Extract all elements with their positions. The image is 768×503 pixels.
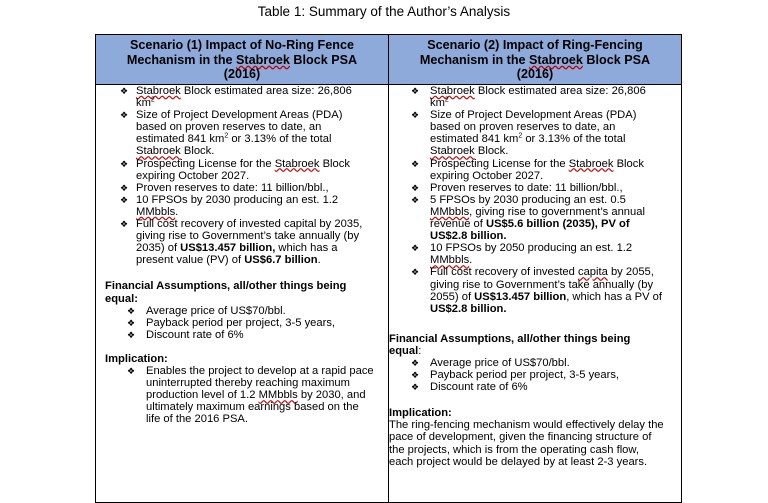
list-item: ❖ Proven reserves to date: 11 billion/bbl., bbox=[105, 182, 388, 194]
scenario-1-cell bbox=[96, 85, 389, 503]
list-item: ❖ Discount rate of 6% bbox=[389, 381, 677, 393]
implication-heading: Implication: bbox=[105, 352, 168, 365]
list-item: ❖ Payback period per project, 3-5 years, bbox=[105, 317, 388, 329]
list-item: ❖ Stabroek Block estimated area size: 26,806 $km^2$ bbox=[105, 85, 388, 109]
implication-heading: Implication: bbox=[389, 407, 452, 420]
scenario-2-cell bbox=[389, 85, 682, 503]
list-item: ❖ 10 FPSOs by 2050 producing an est. 1.2 MMbbls. bbox=[389, 242, 677, 266]
financial-assumptions-list bbox=[105, 305, 388, 341]
list-item: ❖ Size of Project Development Areas (PDA) based on proven reserves to date, an estimated 841 $km^2$ or 3.13% of the total Stabroek Block. bbox=[389, 109, 677, 157]
financial-assumptions-list bbox=[389, 357, 677, 393]
list-item: ❖ Discount rate of 6% bbox=[105, 329, 388, 341]
summary-table bbox=[95, 34, 682, 503]
list-item: ❖ Full cost recovery of invested capital by 2035, giving rise to Government’s take annually (by 2035) of US$13.457 billion, which has a present value (PV) of US$6.7 billion. bbox=[105, 218, 388, 266]
financial-assumptions-heading: Financial Assumptions, all/other things being equal: bbox=[389, 332, 631, 357]
implication-text: The ring-fencing mechanism would effectively delay the pace of development, given the financing structure of the projects, which is from the operating cash flow, each project would be delayed by at least 2-3 years. bbox=[389, 419, 664, 468]
list-item: ❖ Full cost recovery of invested capita by 2055, giving rise to Government’s take annually (by 2055) of US$13.457 billion, which has a PV of US$2.8 billion. bbox=[389, 266, 677, 314]
list-item: ❖ Prospecting License for the Stabroek Block expiring October 2027. bbox=[389, 158, 677, 182]
header-scenario-2: Scenario (2) Impact of Ring-Fencing Mechanism in the Stabroek Block PSA (2016) bbox=[389, 35, 682, 85]
list-item: ❖ 10 FPSOs by 2030 producing an est. 1.2 MMbbls. bbox=[105, 194, 388, 218]
scenario-1-facts bbox=[105, 85, 388, 266]
scenario-2-facts bbox=[389, 85, 677, 315]
list-item: ❖ Stabroek Block estimated area size: 26,806 $km^2$ bbox=[389, 85, 677, 109]
financial-assumptions-heading: Financial Assumptions, all/other things being equal: bbox=[105, 280, 347, 305]
list-item: ❖ Payback period per project, 3-5 years, bbox=[389, 369, 677, 381]
header-scenario-1: Scenario (1) Impact of No-Ring Fence Mechanism in the Stabroek Block PSA (2016) bbox=[96, 35, 389, 85]
list-item: ❖ Size of Project Development Areas (PDA) based on proven reserves to date, an estimated 841 $km^2$ or 3.13% of the total Stabroek Block. bbox=[105, 109, 388, 157]
table-caption: Table 1: Summary of the Author’s Analysis bbox=[257, 4, 511, 19]
list-item: ❖ Proven reserves to date: 11 billion/bbl., bbox=[389, 182, 677, 194]
list-item: ❖ Average price of US$70/bbl. bbox=[105, 305, 388, 317]
implication-list bbox=[105, 365, 388, 425]
list-item: ❖ Prospecting License for the Stabroek Block expiring October 2027. bbox=[105, 158, 388, 182]
list-item: ❖ Enables the project to develop at a rapid pace uninterrupted thereby reaching maximum production level of 1.2 MMbbls by 2030, and ultimately maximum earnings based on the life of the 2016 PSA. bbox=[105, 365, 388, 425]
list-item: ❖ Average price of US$70/bbl. bbox=[389, 357, 677, 369]
list-item: ❖ 5 FPSOs by 2030 producing an est. 0.5 MMbbls, giving rise to government’s annual revenue of US$5.6 billion (2035), PV of US$2.8 billion. bbox=[389, 194, 677, 242]
